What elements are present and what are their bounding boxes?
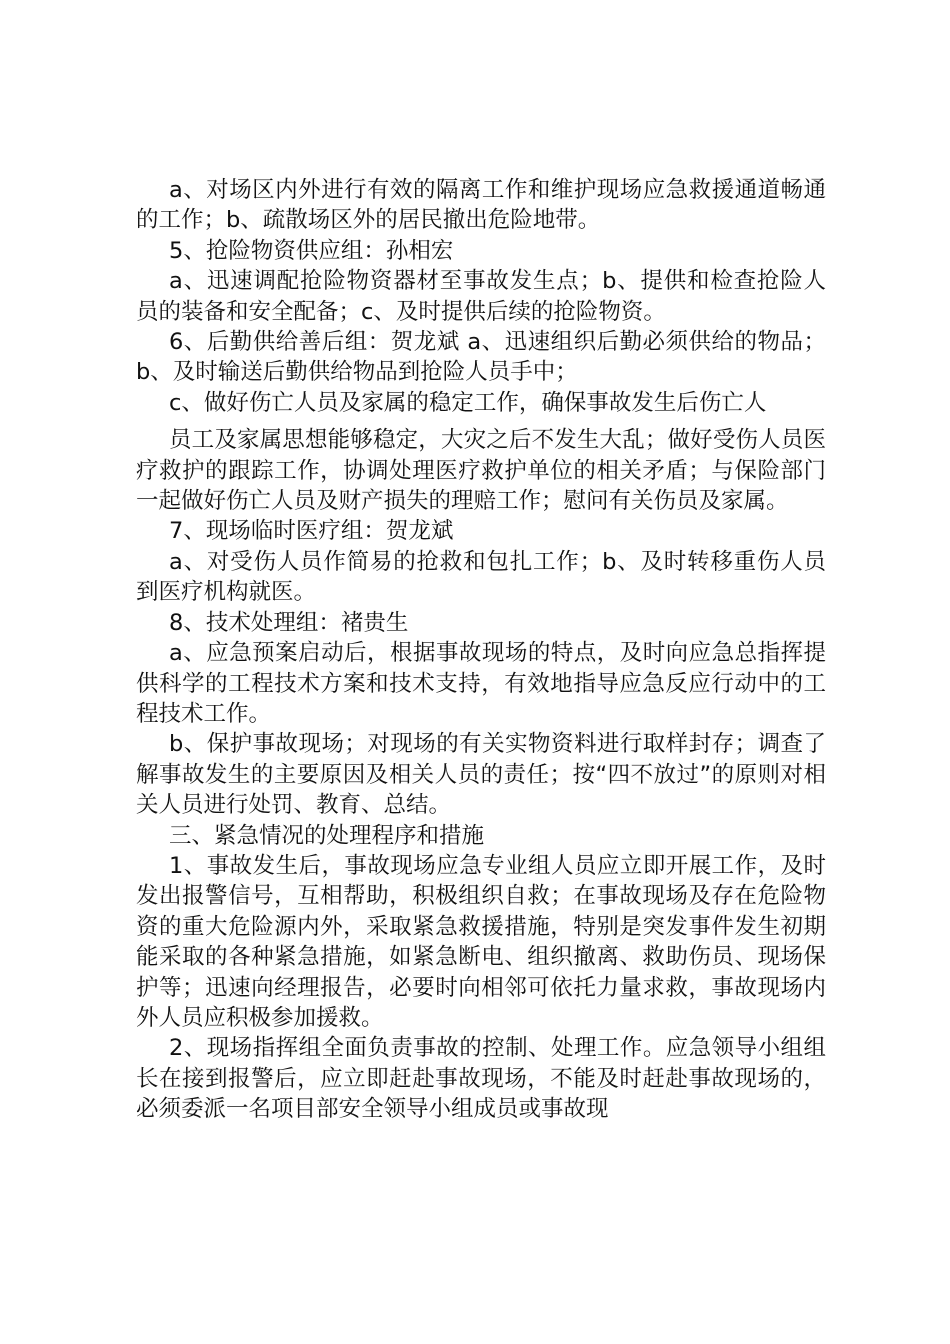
paragraph-technical-duties-b: b、保护事故现场；对现场的有关实物资料进行取样封存；调查了解事故发生的主要原因及相关人员的责任；按“四不放过”的原则对相关人员进行处罚、教育、总结。	[136, 731, 826, 819]
heading-supply-group: 5、抢险物资供应组：孙相宏	[169, 237, 454, 264]
heading-technical-group: 8、技术处理组：褚贵生	[169, 609, 409, 636]
section-heading-emergency-procedures: 三、紧急情况的处理程序和措施	[169, 822, 485, 849]
heading-medical-group: 7、现场临时医疗组：贺龙斌	[169, 518, 454, 545]
paragraph-casualty-stability: c、做好伤亡人员及家属的稳定工作，确保事故发生后伤亡人	[169, 389, 767, 416]
paragraph-medical-duties: a、对受伤人员作简易的抢救和包扎工作；b、及时转移重伤人员到医疗机构就医。	[136, 548, 826, 606]
paragraph-family-stability: 员工及家属思想能够稳定，大灾之后不发生大乱；做好受伤人员医疗救护的跟踪工作，协调处理医疗救护单位的相关矛盾；与保险部门一起做好伤亡人员及财产损失的理赔工作；慰问有关伤员及家属。	[136, 427, 826, 515]
heading-logistics-group: 6、后勤供给善后组：贺龙斌 a、迅速组织后勤必须供给的物品；b、及时输送后勤供给物品到抢险人员手中；	[136, 329, 826, 386]
paragraph-traffic-isolation: a、对场区内外进行有效的隔离工作和维护现场应急救援通道畅通的工作；b、疏散场区外的居民撤出危险地带。	[136, 177, 826, 234]
paragraph-procedure-1: 1、事故发生后，事故现场应急专业组人员应立即开展工作，及时发出报警信号，互相帮助，积极组织自救；在事故现场及存在危险物资的重大危险源内外，采取紧急救援措施，特别是突发事件发生初期能采取的各种紧急措施，如紧急断电、组织撤离、救助伤员、现场保护等；迅速向经理报告，必要时向相邻可依托力量求救，事故现场内外人员应积极参加援救。	[136, 852, 826, 1031]
paragraph-technical-duties-a: a、应急预案启动后，根据事故现场的特点，及时向应急总指挥提供科学的工程技术方案和技术支持，有效地指导应急反应行动中的工程技术工作。	[136, 640, 826, 727]
paragraph-procedure-2: 2、现场指挥组全面负责事故的控制、处理工作。应急领导小组组长在接到报警后，应立即赶赴事故现场，不能及时赶赴事故现场的，必须委派一名项目部安全领导小组成员或事故现	[136, 1035, 826, 1123]
document-page	[136, 175, 826, 1125]
paragraph-supply-duties: a、迅速调配抢险物资器材至事故发生点；b、提供和检查抢险人员的装备和安全配备；c、及时提供后续的抢险物资。	[136, 268, 826, 325]
